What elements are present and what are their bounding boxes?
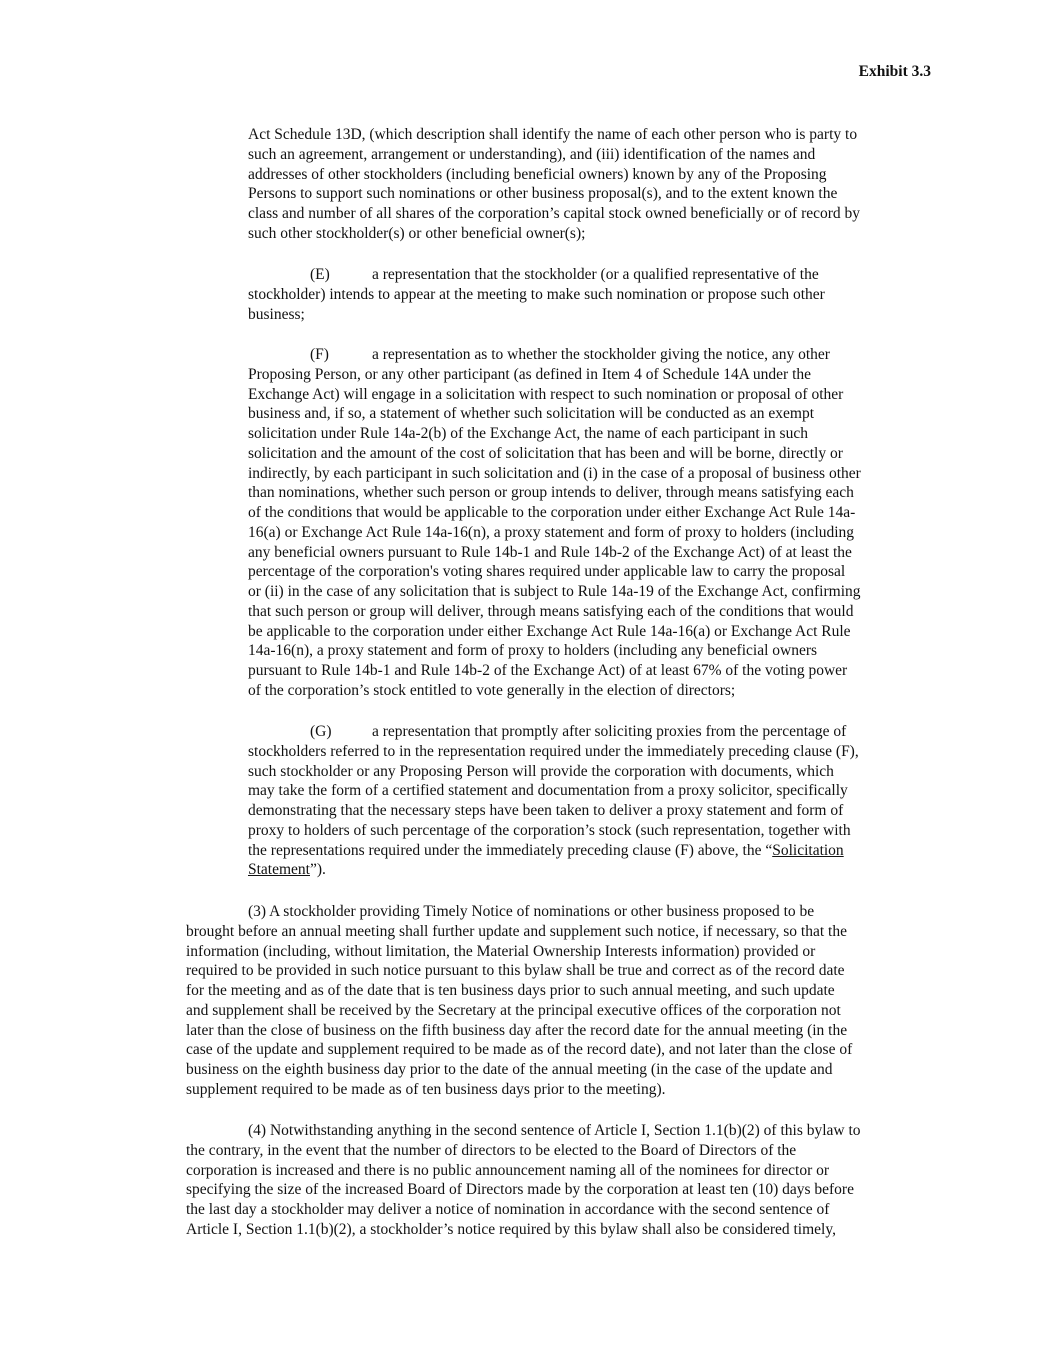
- text-line: corporation is increased and there is no public announcement naming all of the nominees for director or: [186, 1161, 830, 1179]
- text-line: be applicable to the corporation under either Exchange Act Rule 14a-16(a) or Exchange Act Rule: [248, 622, 851, 640]
- text-line: the contrary, in the event that the number of directors to be elected to the Board of Directors of the: [186, 1141, 797, 1159]
- text-line: may take the form of a certified statement and documentation from a proxy solicitor, specifically: [248, 782, 848, 800]
- text-line: indirectly, by each participant in such solicitation and (i) in the case of a proposal of business other: [248, 464, 861, 482]
- text-line: the last day a stockholder may deliver a notice of nomination in accordance with the second sentence of: [186, 1201, 830, 1218]
- text-line: such other stockholder(s) or other beneficial owner(s);: [248, 224, 586, 242]
- text-line: Persons to support such nominations or other business proposal(s), and to the extent known the: [248, 185, 838, 203]
- text-line: supplement required to be made as of ten business days prior to the meeting).: [186, 1080, 666, 1098]
- text-line: or (ii) in the case of any solicitation that is subject to Rule 14a-19 of the Exchange Act, confirming: [248, 583, 861, 600]
- defined-term-solicitation: Solicitation: [772, 841, 844, 859]
- text-line: pursuant to Rule 14b-1 and Rule 14b-2 of the Exchange Act) of at least 67% of the voting power: [248, 662, 848, 679]
- continuation-paragraph: [248, 125, 938, 244]
- clause-g-paragraph: [248, 722, 938, 880]
- text-line: stockholders referred to in the representation required under the immediately preceding clause (F),: [248, 742, 859, 760]
- text-line: for the meeting and as of the date that is ten business days prior to such annual meeting, and such update: [186, 982, 835, 999]
- text-line: a representation that the stockholder (or a qualified representative of the: [372, 266, 819, 283]
- defined-term-statement: Statement: [248, 861, 310, 879]
- text-line: that such person or group will deliver, through means satisfying each of the conditions that would: [248, 602, 854, 620]
- text-line: business;: [248, 305, 305, 323]
- text-line: percentage of the corporation's voting shares required under applicable law to carry the proposal: [248, 563, 846, 581]
- text-line: specifying the size of the increased Board of Directors made by the corporation at least ten (10) days before: [186, 1181, 854, 1199]
- text-line: Act Schedule 13D, (which description shall identify the name of each other person who is party to: [248, 126, 858, 143]
- text-line: business on the eighth business day prior to the date of the annual meeting (in the case of the update and: [186, 1061, 833, 1078]
- paragraph-3: [186, 902, 938, 1100]
- text-line: business and, if so, a statement of whether such solicitation will be conducted as an exempt: [248, 405, 815, 423]
- exhibit-label: Exhibit 3.3: [858, 63, 931, 80]
- text-line: information (including, without limitation, the Material Ownership Interests information) provided or: [186, 942, 816, 960]
- clause-f-label: (F): [310, 346, 329, 363]
- text-line: Article I, Section 1.1(b)(2), a stockholder’s notice required by this bylaw shall also be considered timely,: [186, 1220, 836, 1238]
- text-line: and supplement shall be received by the Secretary at the principal executive offices of the corporation not: [186, 1001, 841, 1019]
- text-line: ”).: [310, 861, 326, 879]
- text-line: Exchange Act) will engage in a solicitation with respect to such nomination or proposal of other: [248, 385, 844, 403]
- text-line: (4) Notwithstanding anything in the second sentence of Article I, Section 1.1(b)(2) of this bylaw to: [248, 1122, 861, 1139]
- text-line: any beneficial owners pursuant to Rule 14b-1 and Rule 14b-2 of the Exchange Act) of at least the: [248, 543, 852, 561]
- text-line: a representation as to whether the stockholder giving the notice, any other: [372, 346, 830, 363]
- text-line: brought before an annual meeting shall further update and supplement such notice, if necessary, so that the: [186, 922, 847, 940]
- text-line: proxy to holders of such percentage of the corporation’s stock (such representation, together with: [248, 821, 851, 839]
- clause-e-paragraph: [248, 265, 938, 324]
- text-line: such stockholder or any Proposing Person will provide the corporation with documents, which: [248, 762, 834, 780]
- text-line: Proposing Person, or any other participant (as defined in Item 4 of Schedule 14A under the: [248, 365, 812, 383]
- text-line: 14a-16(n), a proxy statement and form of proxy to holders (including any beneficial owners: [248, 642, 818, 660]
- text-line: solicitation and the amount of the cost of solicitation that has been and will be borne, directly or: [248, 444, 843, 462]
- text-line: required to be provided in such notice pursuant to this bylaw shall be true and correct as of the record date: [186, 962, 845, 980]
- clause-g-label: (G): [310, 723, 332, 740]
- clause-f-paragraph: [248, 345, 938, 701]
- text-line: than nominations, whether such person or group intends to deliver, through means satisfying each: [248, 484, 854, 502]
- text-line: (3) A stockholder providing Timely Notice of nominations or other business proposed to be: [248, 903, 815, 920]
- text-line: case of the update and supplement required to be made as of the record date), and not later than the close of: [186, 1041, 853, 1059]
- text-line: such an agreement, arrangement or understanding), and (iii) identification of the names and: [248, 145, 816, 163]
- text-line: of the corporation’s stock entitled to vote generally in the election of directors;: [248, 681, 736, 699]
- text-line: a representation that promptly after soliciting proxies from the percentage of: [372, 723, 847, 740]
- clause-e-label: (E): [310, 266, 330, 283]
- text-line: later than the close of business on the fifth business day after the record date for the annual meeting (in the: [186, 1021, 848, 1039]
- text-line: addresses of other stockholders (including beneficial owners) known by any of the Proposing: [248, 165, 827, 183]
- text-line: solicitation under Rule 14a-2(b) of the Exchange Act, the name of each participant in such: [248, 425, 808, 442]
- text-line: 16(a) or Exchange Act Rule 14a-16(n), a proxy statement and form of proxy to holders (including: [248, 523, 855, 541]
- paragraph-4: [186, 1121, 938, 1240]
- text-line: class and number of all shares of the corporation’s capital stock owned beneficially or of record by: [248, 205, 861, 222]
- text-line: demonstrating that the necessary steps have been taken to deliver a proxy statement and form of: [248, 802, 844, 819]
- text-line: of the conditions that would be applicable to the corporation under either Exchange Act Rule 14a-: [248, 504, 856, 521]
- text-line: the representations required under the immediately preceding clause (F) above, the “: [248, 841, 773, 859]
- text-line: stockholder) intends to appear at the meeting to make such nomination or propose such other: [248, 285, 825, 303]
